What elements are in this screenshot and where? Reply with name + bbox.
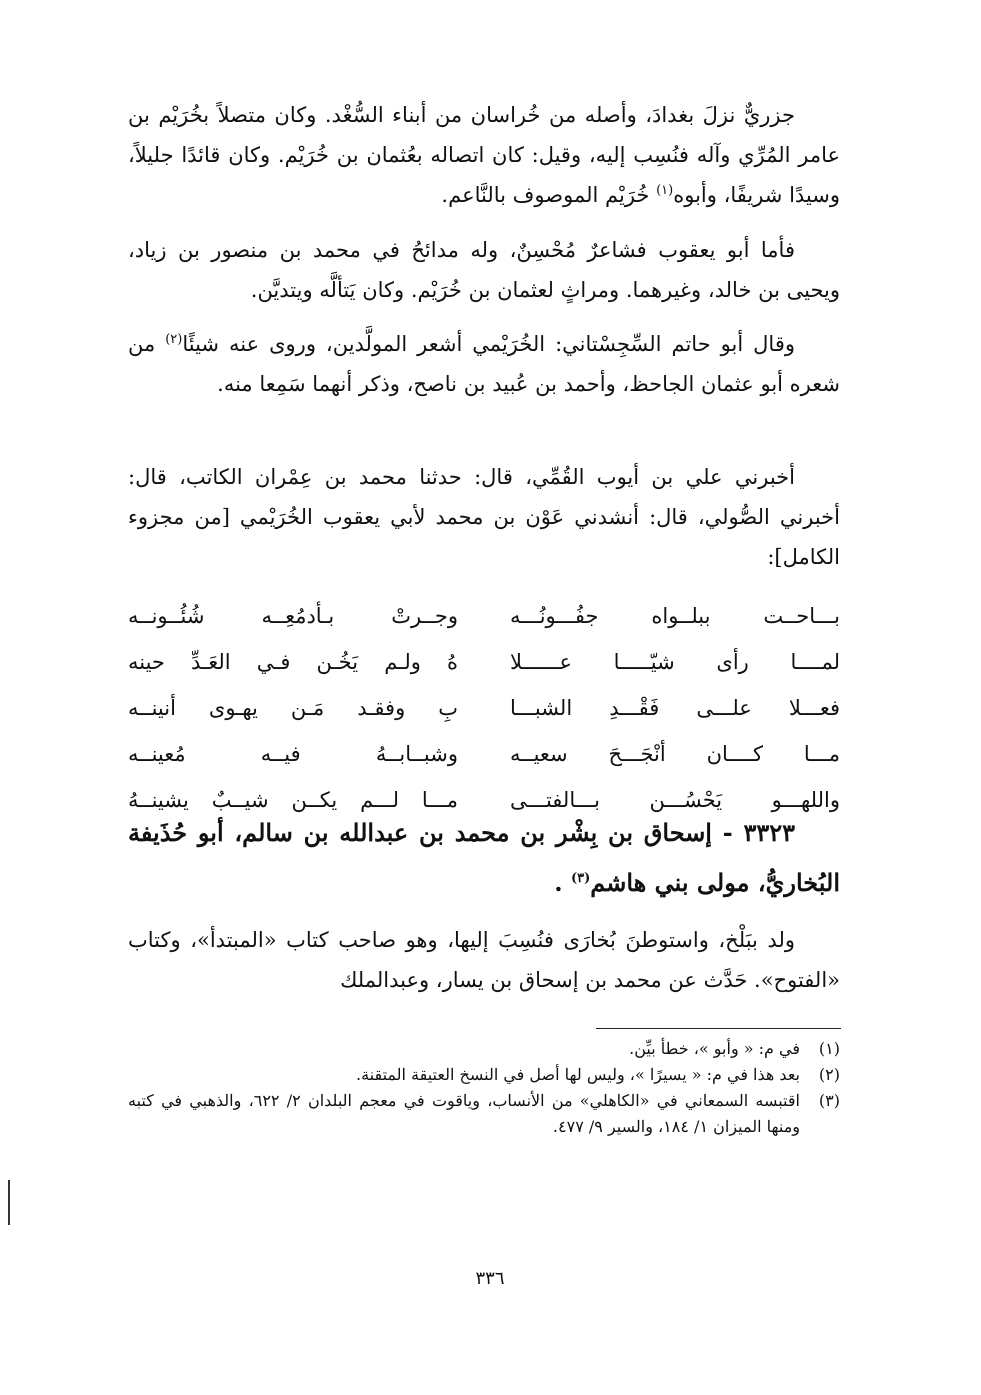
footnote-ref-2: (٢) bbox=[165, 332, 183, 347]
footnote-divider bbox=[596, 1028, 841, 1029]
verse-second-hemistich: وجــرتْ بـأدمُعِــه شُئُــونــه bbox=[128, 604, 458, 628]
footnote-number: (١) bbox=[818, 1039, 840, 1058]
footnote-number: (٣) bbox=[818, 1091, 840, 1110]
footnote bbox=[128, 1036, 840, 1062]
paragraph-2 bbox=[128, 230, 840, 310]
poem bbox=[128, 593, 840, 823]
paragraph-4-text: أخبرني علي بن أيوب القُمِّي، قال: حدثنا محمد بن عِمْران الكاتب، قال: أخبرني الصُّولي، قال: أنشدني عَوْن بن محمد لأبي يعقوب الخُرَيْمي [من مجزوء الكامل]: bbox=[128, 465, 840, 569]
verse-second-hemistich: مـــا لـــم يكــن شيــبٌ يشينــهُ bbox=[128, 788, 458, 812]
verse-first-hemistich: واللهـــو يَحْسُـــن بـــالفتـــى bbox=[510, 788, 840, 812]
page-number: ٣٣٦ bbox=[475, 1268, 505, 1289]
paragraph-1 bbox=[128, 95, 840, 215]
paragraph-3-end: من شعره أبو عثمان الجاحظ، وأحمد بن عُبيد بن ناصح، وذكر أنهما سَمِعا منه. bbox=[128, 332, 840, 396]
footnote-text: اقتبسه السمعاني في «الكاهلي» من الأنساب، وياقوت في معجم البلدان ٢/ ٦٢٢، والذهبي في كتبه ومنها الميزان ١/ ١٨٤، والسير ٩/ ٤٧٧. bbox=[128, 1091, 800, 1136]
footnote-ref-1: (١) bbox=[656, 183, 674, 198]
entry-heading-text: ٣٣٢٣ - إسحاق بن بِشْر بن محمد بن عبدالله بن سالم، أبو حُذَيفة البُخاريُّ، مولى بني هاشم bbox=[128, 818, 840, 897]
paragraph-1-text: جزريٌّ نزلَ بغدادَ، وأصله من خُراسان من أبناء السُّغْد. وكان متصلاً بخُرَيْم بن عامر المُرِّي وآله فنُسِب إليه، وقيل: كان اتصاله بعُثمان بن خُرَيْم. وكان قائدًا جليلاً، وسيدًا شريفًا، وأبوه bbox=[128, 103, 840, 207]
paragraph-3 bbox=[128, 324, 840, 404]
paragraph-5 bbox=[128, 920, 840, 1000]
verse-first-hemistich: فعـــلا علـــى فَقْـــدِ الشبـــا bbox=[510, 696, 840, 720]
entry-heading-end: . bbox=[554, 868, 571, 897]
paragraph-2-text: فأما أبو يعقوب فشاعرٌ مُحْسِنٌ، وله مدائحُ في محمد بن منصور بن زياد، ويحيى بن خالد، وغيرهما. ومراثٍ لعثمان بن خُرَيْم. وكان يَتألَّه ويتديَّن. bbox=[128, 238, 840, 302]
verse-second-hemistich: بِ وفقـد مَـن يهـوى أنينــه bbox=[128, 696, 458, 720]
paragraph-5-text: ولد ببَلْخ، واستوطنَ بُخارَى فنُسِبَ إليها، وهو صاحب كتاب «المبتدأ»، وكتاب «الفتوح». حَدَّث عن محمد بن إسحاق بن يسار، وعبدالملك bbox=[128, 928, 840, 992]
footnotes bbox=[128, 1036, 840, 1140]
entry-heading bbox=[128, 808, 840, 908]
verse-first-hemistich: بـــاحــت ببلــواه جفُـــونُـــه bbox=[510, 604, 840, 628]
paragraph-3-text: وقال أبو حاتم السِّجِسْتاني: الخُرَيْمي أشعر المولَّدين، وروى عنه شيئًا bbox=[182, 332, 795, 356]
poem-verse bbox=[128, 639, 840, 685]
footnote bbox=[128, 1062, 840, 1088]
footnote bbox=[128, 1088, 840, 1140]
footnote-text: في م: « وأبو »، خطأ بيِّن. bbox=[629, 1039, 800, 1058]
paragraph-4 bbox=[128, 457, 840, 577]
verse-second-hemistich: هُ ولـم يَخُـن فـي العَـدِّ حينه bbox=[128, 650, 458, 674]
footnote-ref-3: (٣) bbox=[570, 871, 591, 886]
poem-verse bbox=[128, 731, 840, 777]
footnote-text: بعد هذا في م: « يسيرًا »، وليس لها أصل في النسخ العتيقة المتقنة. bbox=[355, 1065, 800, 1084]
paragraph-1-end: خُرَيْم الموصوف بالنَّاعم. bbox=[441, 183, 657, 207]
poem-verse bbox=[128, 685, 840, 731]
verse-first-hemistich: لمــــا رأى شيّـــــا عــــــلا bbox=[510, 650, 840, 674]
scan-margin-mark bbox=[8, 1180, 10, 1225]
poem-verse bbox=[128, 593, 840, 639]
footnote-number: (٢) bbox=[818, 1065, 840, 1084]
verse-first-hemistich: مـــا كــــان أنْجَـــحَ سعيــه bbox=[510, 742, 840, 766]
verse-second-hemistich: وشبــابــهُ فيــه مُعينــه bbox=[128, 742, 458, 766]
